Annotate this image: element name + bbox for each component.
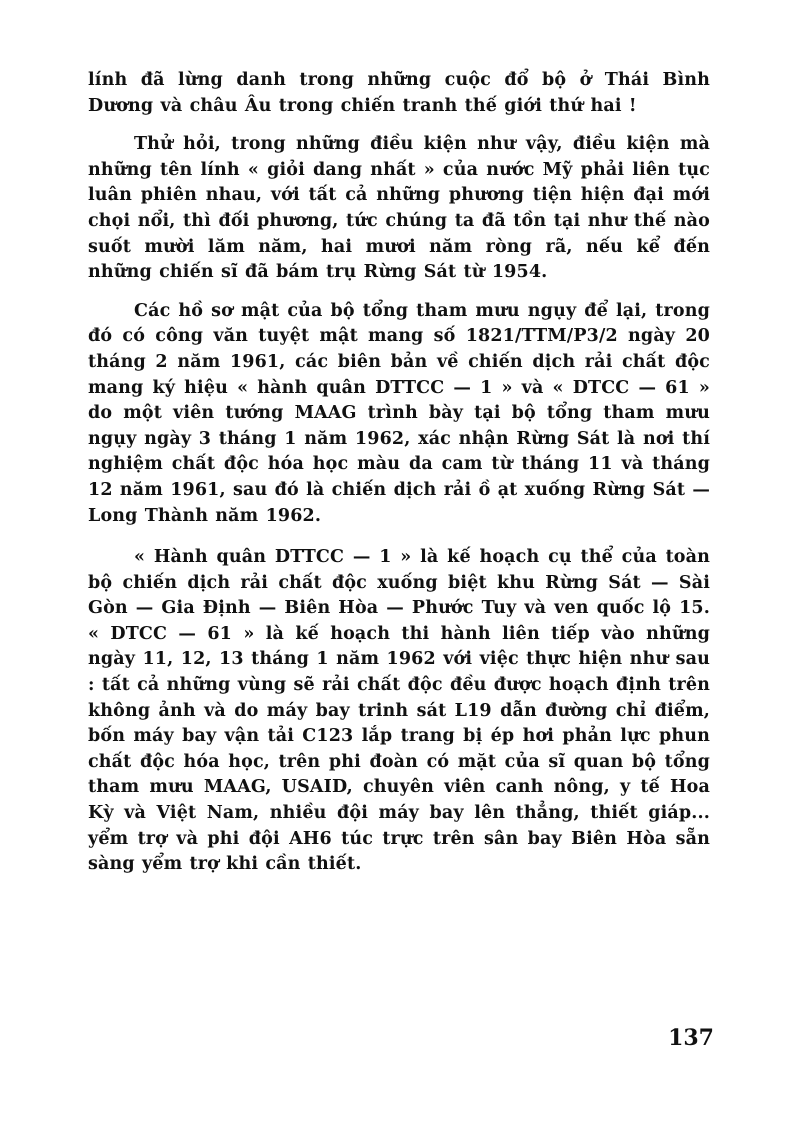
paragraph-4: « Hành quân DTTCC — 1 » là kế hoạch cụ thể của toàn bộ chiến dịch rải chất độc xuống biệt khu Rừng Sát — Sài Gòn — Gia Định — Biên Hòa — Phước Tuy và ven quốc lộ 15. « DTCC — 61 » là kế hoạch thi hành liên tiếp vào những ngày 11, 12, 13 tháng 1 năm 1962 với việc thực hiện như sau : tất cả những vùng sẽ rải chất độc đều được hoạch định trên không ảnh và do máy bay trinh sát L19 dẫn đường chỉ điểm, bốn máy bay vận tải C123 lắp trang bị ép hơi phản lực phun chất độc hóa học, trên phi đoàn có mặt của sĩ quan bộ tổng tham mưu MAAG, USAID, chuyên viên canh nông, y tế Hoa Kỳ và Việt Nam, nhiều đội máy bay lên thẳng, thiết giáp... yểm trợ và phi đội AH6 túc trực trên sân bay Biên Hòa sẵn sàng yểm trợ khi cần thiết. — [88, 547, 710, 875]
paragraph-3: Các hồ sơ mật của bộ tổng tham mưu ngụy để lại, trong đó có công văn tuyệt mật mang số 1821/TTM/P3/2 ngày 20 tháng 2 năm 1961, các biên bản về chiến dịch rải chất độc mang ký hiệu « hành quân DTTCC — 1 » và « DTCC — 61 » do một viên tướng MAAG trình bày tại bộ tổng tham mưu ngụy ngày 3 tháng 1 năm 1962, xác nhận Rừng Sát là nơi thí nghiệm chất độc hóa học màu da cam từ tháng 11 và tháng 12 năm 1961, sau đó là chiến dịch rải ồ ạt xuống Rừng Sát — Long Thành năm 1962. — [88, 300, 710, 526]
paragraph-continuation: lính đã lừng danh trong những cuộc đổ bộ ở Thái Bình Dương và châu Âu trong chiến tranh thế giới thứ hai ! — [88, 70, 710, 116]
book-page — [88, 68, 710, 878]
page-number: 137 — [668, 1025, 714, 1051]
paragraph-2: Thử hỏi, trong những điều kiện như vậy, điều kiện mà những tên lính « giỏi dang nhất » của nước Mỹ phải liên tục luân phiên nhau, với tất cả những phương tiện hiện đại mới chọi nổi, thì đối phương, tức chúng ta đã tồn tại như thế nào suốt mười lăm năm, hai mươi năm ròng rã, nếu kể đến những chiến sĩ đã bám trụ Rừng Sát từ 1954. — [88, 134, 710, 283]
